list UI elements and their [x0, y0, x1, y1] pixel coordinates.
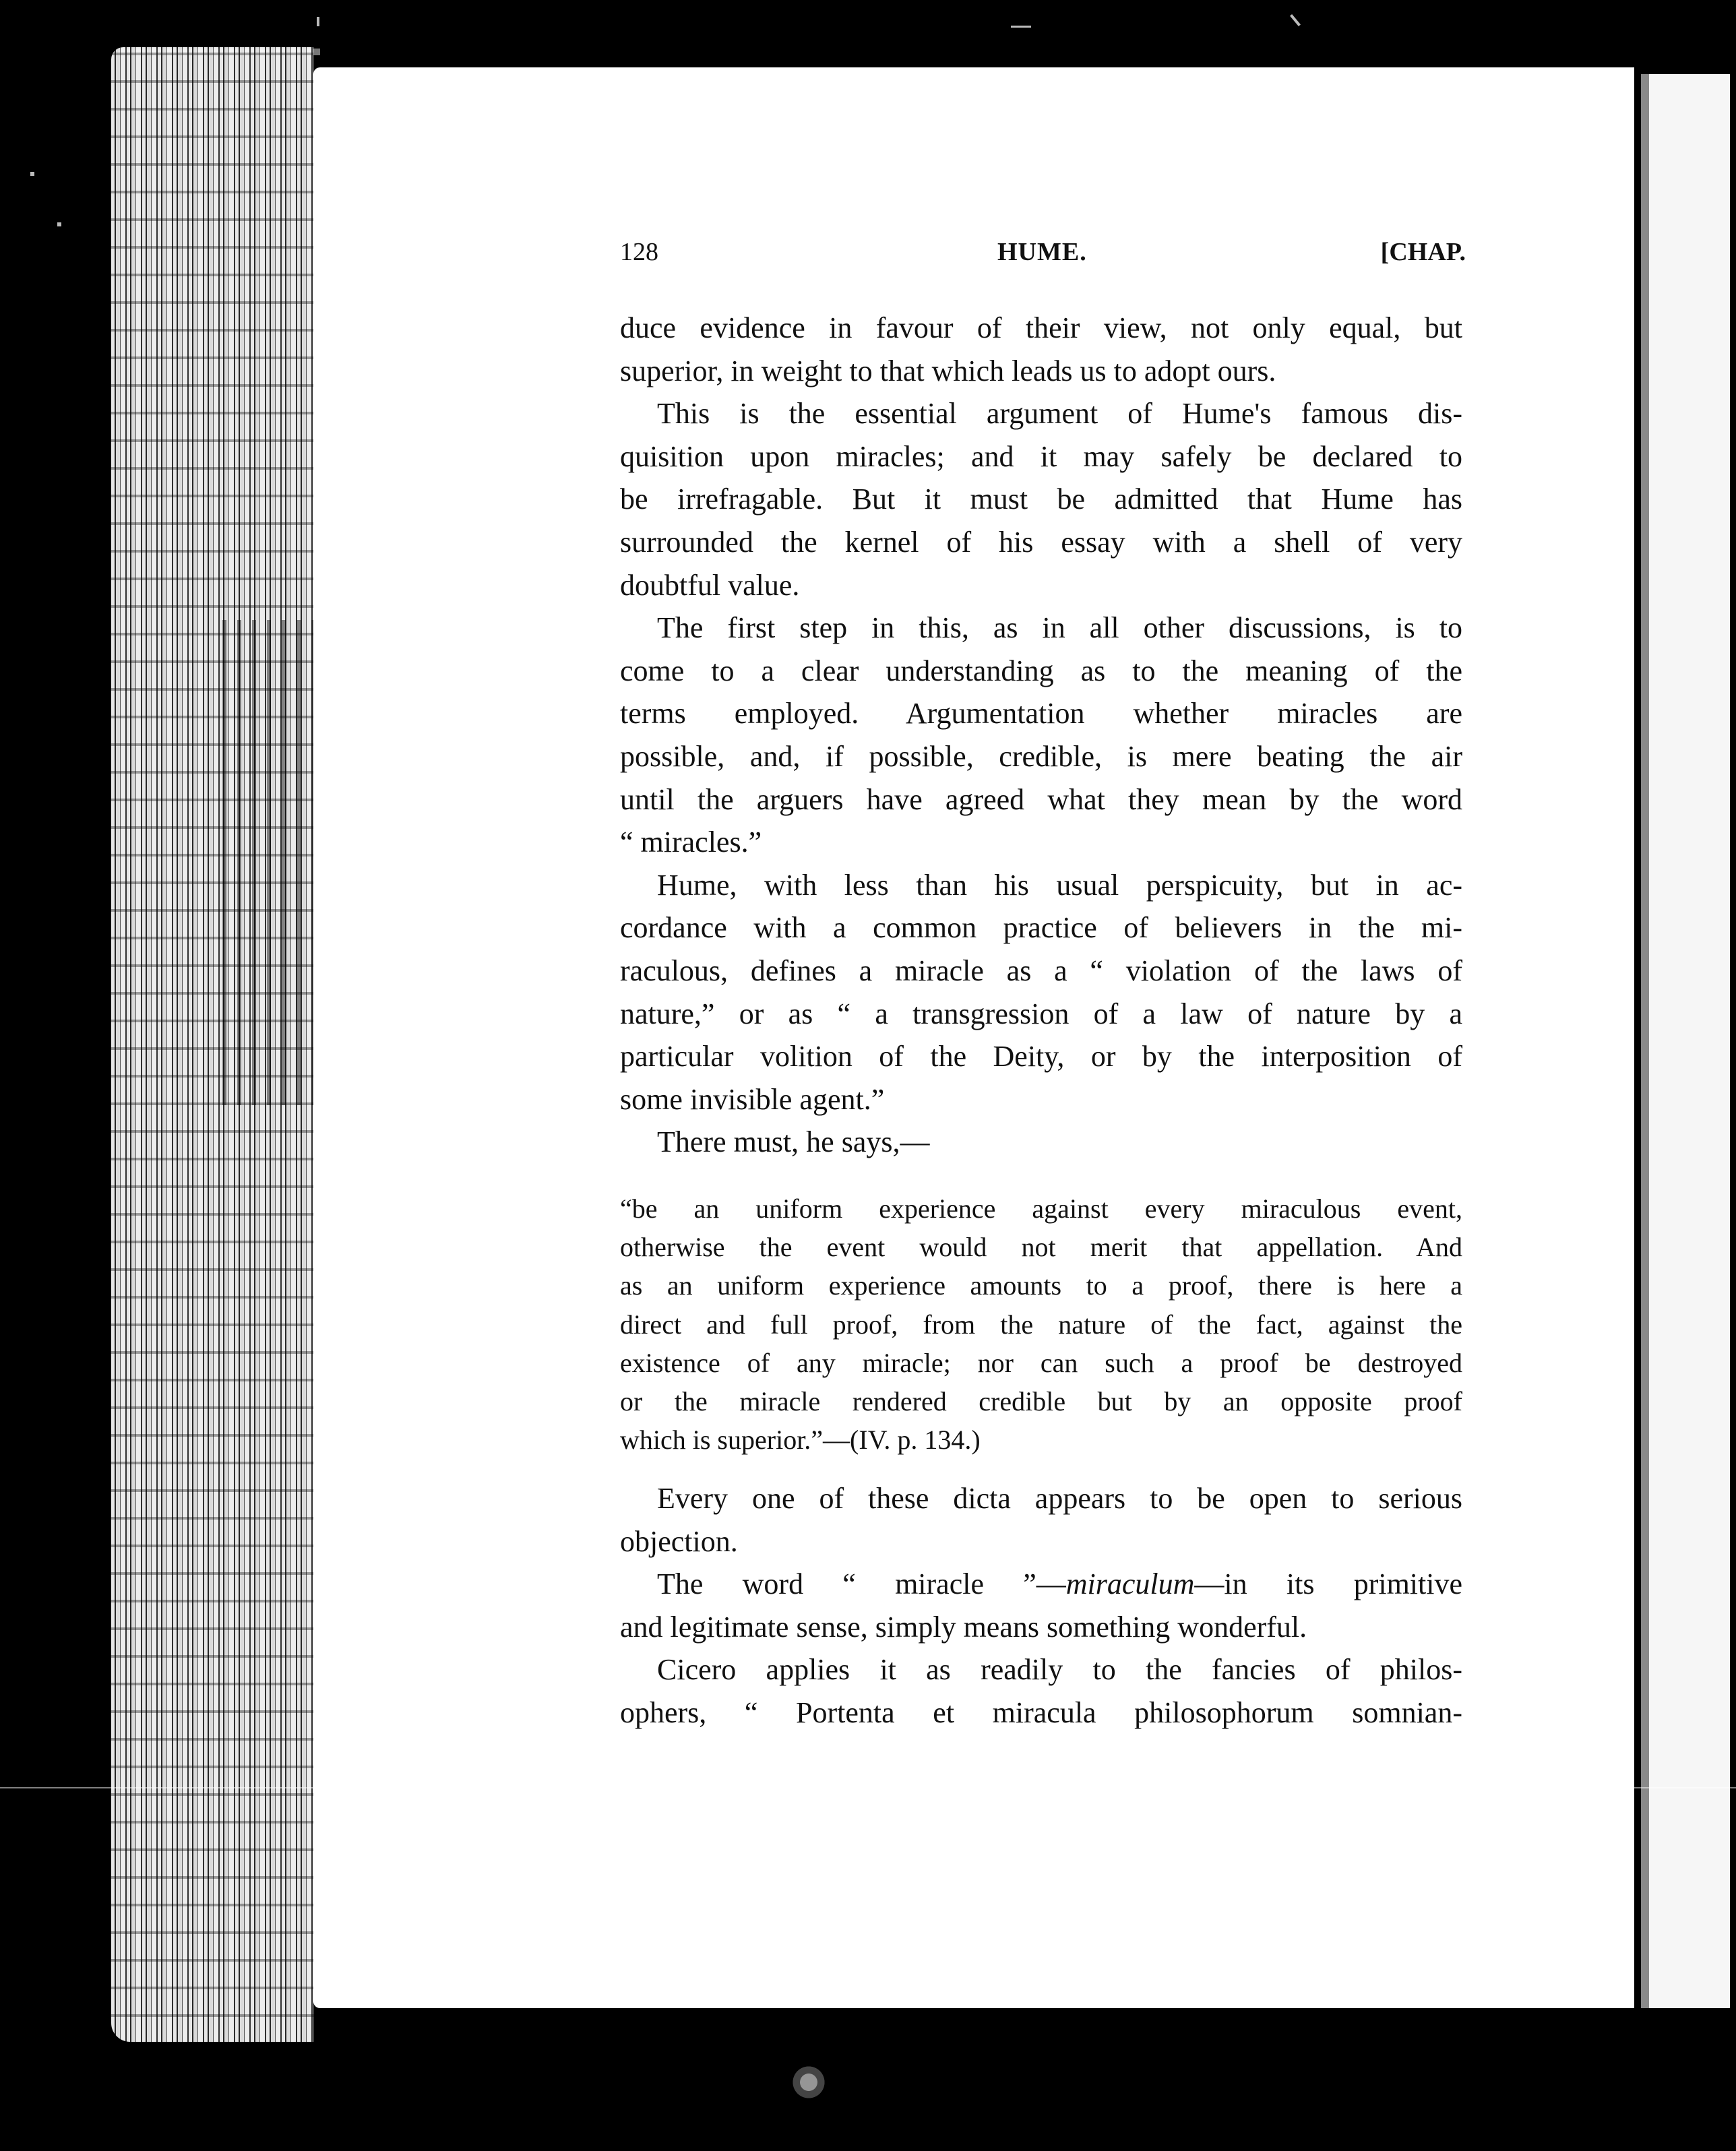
text-line: possible, and, if possible, credible, is mere beating the air [620, 739, 1462, 773]
text-line: Every one of these dicta appears to be open to serious [657, 1482, 1462, 1515]
text-line: be irrefragable. But it must be admitted that Hume has [620, 482, 1462, 516]
text-fragment: The word “ miracle ”— [657, 1567, 1066, 1601]
text-line: superior, in weight to that which leads us to adopt ours. [620, 354, 1276, 387]
text-line: cordance with a common practice of believers in the mi- [620, 911, 1462, 945]
text-line: This is the essential argument of Hume's famous dis- [657, 397, 1462, 431]
quote-line: or the miracle rendered credible but by an opposite proof [620, 1385, 1462, 1416]
block-quote [620, 1189, 1462, 1459]
running-head [620, 237, 1466, 271]
text-line: terms employed. Argumentation whether miracles are [620, 697, 1462, 730]
scan-speck [317, 17, 319, 26]
quote-line: existence of any miracle; nor can such a proof be destroyed [620, 1347, 1462, 1378]
quote-line: as an uniform experience amounts to a proof, there is here a [620, 1270, 1462, 1301]
italic-term: miraculum [1065, 1567, 1195, 1601]
text-fragment: —in its primitive [1194, 1567, 1462, 1601]
quote-line: which is superior.”—(IV. p. 134.) [620, 1425, 981, 1456]
text-line: surrounded the kernel of his essay with a shell of very [620, 525, 1462, 559]
scan-speck [1011, 26, 1031, 28]
body-text-bottom [620, 1477, 1462, 1735]
text-line: quisition upon miracles; and it may safely be declared to [620, 439, 1462, 473]
scan-speck [57, 222, 61, 226]
quote-line: otherwise the event would not merit that appellation. And [620, 1232, 1462, 1263]
text-line: doubtful value. [620, 568, 800, 602]
quote-line: “be an uniform experience against every miraculous event, [620, 1193, 1462, 1224]
text-line: Hume, with less than his usual perspicuity, but in ac- [657, 868, 1462, 902]
text-line: come to a clear understanding as to the meaning of the [620, 654, 1462, 687]
text-line: ophers, “ Portenta et miracula philosophorum somnian- [620, 1695, 1462, 1729]
text-line: duce evidence in favour of their view, not only equal, but [620, 311, 1462, 344]
adjacent-page [1641, 74, 1730, 2008]
scan-speck [1290, 14, 1301, 26]
text-line: The first step in this, as in all other discussions, is to [657, 611, 1462, 645]
scan-artifact-line [0, 1787, 1736, 1788]
text-line-with-italic [620, 1563, 1462, 1606]
text-line: “ miracles.” [620, 825, 762, 859]
text-line: until the arguers have agreed what they mean by the word [620, 782, 1462, 816]
text-line: particular volition of the Deity, or by the interposition of [620, 1040, 1462, 1073]
text-line: Cicero applies it as readily to the fancies of philos- [657, 1653, 1462, 1687]
scan-artifact-mark [788, 2062, 829, 2102]
chapter-marker: [CHAP. [1380, 238, 1466, 266]
body-text-top [620, 307, 1462, 1164]
text-line: some invisible agent.” [620, 1082, 885, 1116]
text-line: nature,” or as “ a transgression of a law of nature by a [620, 997, 1462, 1030]
quote-line: direct and full proof, from the nature of the fact, against the [620, 1309, 1462, 1340]
text-line: objection. [620, 1524, 738, 1558]
text-line: raculous, defines a miracle as a “ violation of the laws of [620, 954, 1462, 987]
scan-speck [30, 172, 34, 176]
running-title: HUME. [997, 238, 1087, 266]
page-number: 128 [620, 238, 658, 266]
text-line: There must, he says,— [657, 1125, 930, 1159]
text-line: and legitimate sense, simply means something wonderful. [620, 1610, 1307, 1644]
